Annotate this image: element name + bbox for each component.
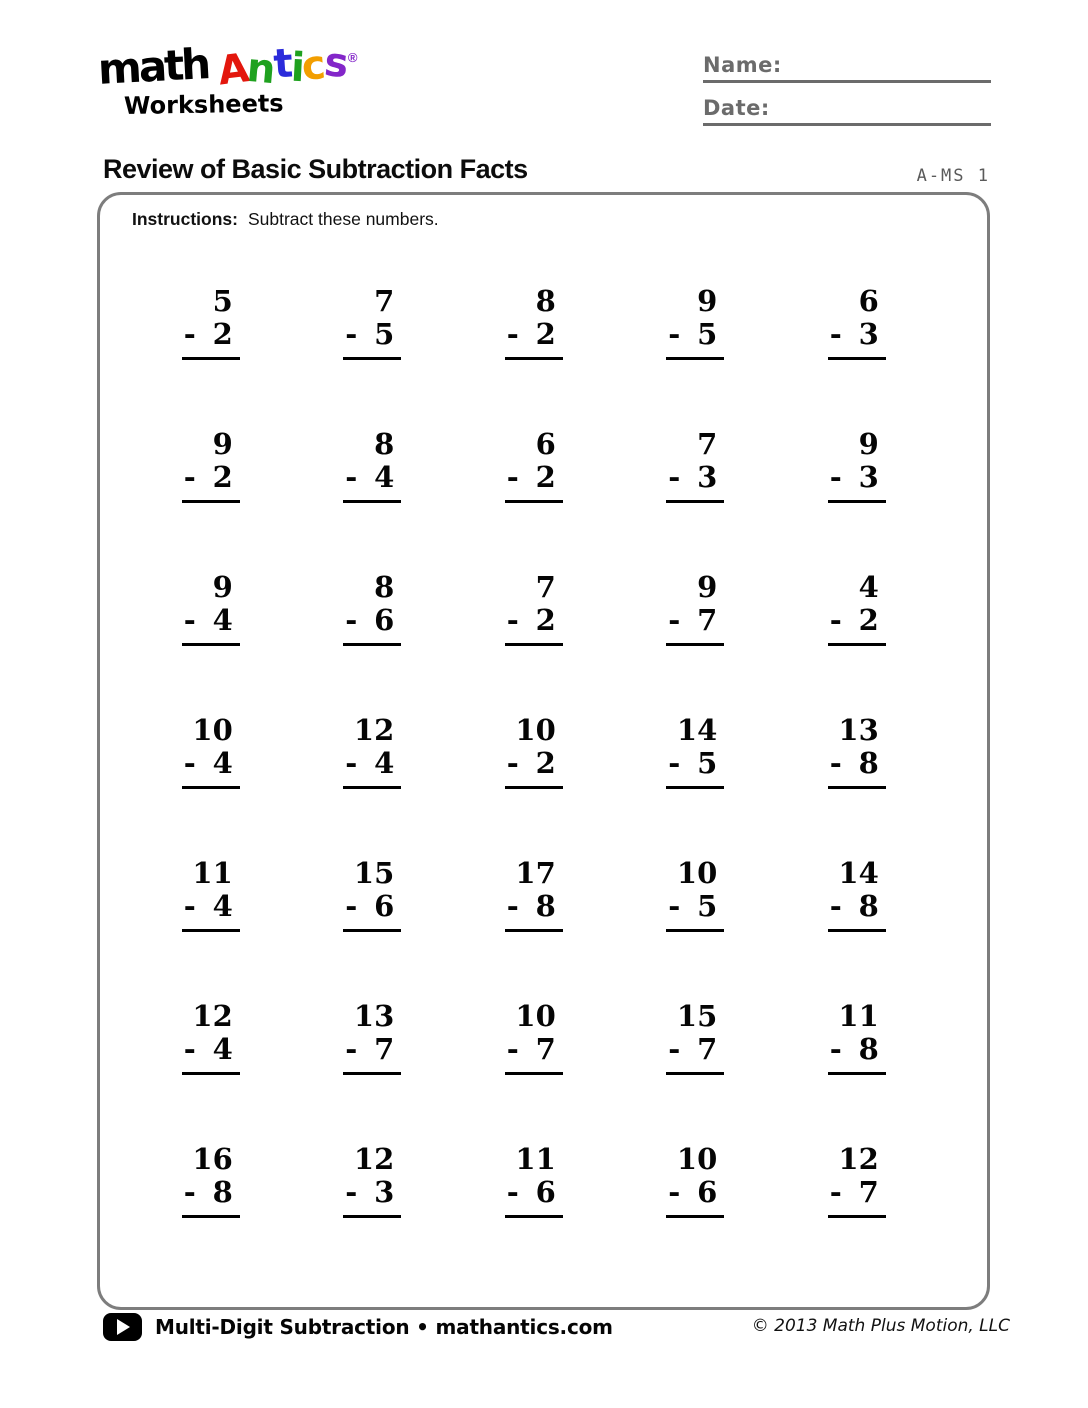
minus-sign: -: [668, 1175, 681, 1209]
answer-line[interactable]: [182, 786, 240, 789]
problem-cell: [615, 571, 777, 714]
minus-sign: -: [829, 1175, 842, 1209]
minus-sign: -: [345, 460, 358, 494]
registered-trademark-icon: ®: [347, 50, 358, 65]
subtrahend-row: [343, 747, 401, 780]
problem-cell: [130, 428, 292, 571]
subtraction-problem: [828, 571, 886, 646]
subtraction-problem: [182, 1000, 240, 1075]
minuend: 11: [515, 1142, 556, 1176]
logo-antics: [215, 39, 349, 95]
answer-line[interactable]: [343, 357, 401, 360]
subtrahend: 2: [858, 603, 879, 637]
problem-cell: [292, 1000, 454, 1143]
subtraction-problem: [505, 1000, 563, 1075]
minus-sign: -: [668, 460, 681, 494]
minus-sign: -: [345, 746, 358, 780]
minus-sign: -: [345, 603, 358, 637]
minuend: 12: [353, 713, 395, 747]
subtraction-problem: [182, 571, 240, 646]
subtraction-problem: [182, 428, 240, 503]
minuend: 7: [697, 427, 718, 461]
answer-line[interactable]: [182, 643, 240, 646]
subtrahend-row: [182, 747, 240, 780]
subtrahend: 8: [858, 889, 879, 923]
logo-letter: t: [271, 40, 292, 88]
problems-grid: [130, 285, 938, 1286]
subtrahend: 3: [374, 1175, 395, 1209]
problem-cell: [130, 857, 292, 1000]
minuend: 10: [676, 1142, 718, 1176]
problem-cell: [776, 571, 938, 714]
minuend: 9: [697, 284, 718, 318]
minus-sign: -: [668, 603, 681, 637]
subtrahend-row: [828, 604, 886, 637]
logo-word-math: math: [96, 39, 210, 94]
subtrahend-row: [828, 461, 886, 494]
problem-cell: [453, 285, 615, 428]
subtrahend: 4: [212, 603, 233, 637]
minus-sign: -: [345, 1175, 358, 1209]
subtrahend-row: [505, 1176, 563, 1209]
subtrahend: 3: [858, 317, 879, 351]
minus-sign: -: [506, 1032, 519, 1066]
subtraction-problem: [666, 571, 724, 646]
answer-line[interactable]: [666, 1072, 724, 1075]
subtrahend-row: [505, 318, 563, 351]
problem-cell: [453, 1143, 615, 1286]
subtrahend: 5: [374, 317, 395, 351]
subtraction-problem: [343, 714, 401, 789]
problem-cell: [453, 714, 615, 857]
minus-sign: -: [829, 1032, 842, 1066]
worksheet-code: A-MS 1: [916, 166, 990, 186]
subtrahend-row: [828, 318, 886, 351]
footer-left: [103, 1313, 613, 1341]
minus-sign: -: [183, 317, 196, 351]
problem-cell: [776, 1143, 938, 1286]
problem-cell: [130, 285, 292, 428]
subtraction-problem: [505, 285, 563, 360]
subtrahend-row: [182, 318, 240, 351]
page-title: Review of Basic Subtraction Facts: [103, 154, 528, 184]
subtrahend: 2: [535, 746, 556, 780]
math-antics-logo: [96, 39, 358, 121]
subtrahend-row: [343, 890, 401, 923]
answer-line[interactable]: [828, 643, 886, 646]
problem-cell: [776, 285, 938, 428]
subtrahend: 7: [374, 1032, 395, 1066]
problem-cell: [453, 1000, 615, 1143]
minuend: 8: [535, 284, 556, 318]
answer-line[interactable]: [505, 786, 563, 789]
date-field[interactable]: [703, 97, 991, 126]
subtrahend-row: [182, 1176, 240, 1209]
minus-sign: -: [829, 889, 842, 923]
subtrahend: 5: [697, 746, 718, 780]
problem-cell: [615, 428, 777, 571]
problem-cell: [615, 1143, 777, 1286]
answer-line[interactable]: [505, 1072, 563, 1075]
minuend: 10: [676, 856, 718, 890]
subtraction-problem: [343, 571, 401, 646]
problem-cell: [776, 714, 938, 857]
instructions-text: Subtract these numbers.: [247, 209, 439, 229]
problem-cell: [776, 857, 938, 1000]
subtraction-problem: [828, 1000, 886, 1075]
problem-cell: [453, 428, 615, 571]
minuend: 4: [858, 570, 879, 604]
minus-sign: -: [506, 746, 519, 780]
subtrahend: 7: [535, 1032, 556, 1066]
subtrahend: 4: [212, 746, 233, 780]
subtraction-problem: [505, 571, 563, 646]
subtraction-problem: [182, 285, 240, 360]
minuend: 9: [697, 570, 718, 604]
subtrahend: 2: [535, 603, 556, 637]
subtraction-problem: [343, 1143, 401, 1218]
subtraction-problem: [666, 285, 724, 360]
subtraction-problem: [343, 285, 401, 360]
problem-cell: [776, 1000, 938, 1143]
minuend: 9: [858, 427, 879, 461]
answer-line[interactable]: [505, 929, 563, 932]
subtrahend: 5: [697, 889, 718, 923]
subtrahend-row: [666, 461, 724, 494]
subtrahend: 2: [212, 317, 233, 351]
subtrahend-row: [505, 1033, 563, 1066]
minuend: 7: [374, 284, 395, 318]
subtrahend: 2: [212, 460, 233, 494]
minuend: 10: [192, 713, 233, 747]
subtrahend: 6: [374, 603, 395, 637]
answer-line[interactable]: [828, 786, 886, 789]
answer-line[interactable]: [182, 500, 240, 503]
minuend: 12: [838, 1142, 879, 1176]
minuend: 10: [515, 999, 556, 1033]
subtrahend-row: [828, 1176, 886, 1209]
logo-wordmark: [96, 39, 358, 95]
problem-cell: [292, 285, 454, 428]
subtrahend: 4: [374, 746, 395, 780]
answer-line[interactable]: [505, 500, 563, 503]
answer-line[interactable]: [182, 929, 240, 932]
problem-cell: [615, 857, 777, 1000]
subtraction-problem: [505, 857, 563, 932]
subtrahend-row: [343, 604, 401, 637]
logo-letter: A: [215, 45, 251, 95]
subtrahend-row: [666, 1176, 724, 1209]
problem-cell: [615, 714, 777, 857]
minuend: 6: [858, 284, 879, 318]
subtrahend: 8: [212, 1175, 233, 1209]
subtraction-problem: [182, 857, 240, 932]
answer-line[interactable]: [182, 357, 240, 360]
subtrahend-row: [505, 890, 563, 923]
answer-line[interactable]: [343, 1072, 401, 1075]
play-icon: [103, 1313, 142, 1341]
minuend: 17: [515, 856, 556, 890]
date-label: Date:: [703, 96, 770, 120]
minus-sign: -: [829, 317, 842, 351]
minuend: 8: [374, 570, 395, 604]
subtraction-problem: [505, 714, 563, 789]
instructions-label: Instructions:: [132, 209, 238, 229]
subtrahend-row: [343, 318, 401, 351]
answer-line[interactable]: [828, 1072, 886, 1075]
minuend: 16: [192, 1142, 233, 1176]
name-label: Name:: [703, 53, 782, 77]
answer-line[interactable]: [666, 1215, 724, 1218]
minus-sign: -: [183, 1175, 196, 1209]
answer-line[interactable]: [828, 929, 886, 932]
minuend: 5: [212, 284, 233, 318]
subtrahend: 2: [535, 317, 556, 351]
problem-cell: [453, 857, 615, 1000]
answer-line[interactable]: [828, 500, 886, 503]
answer-line[interactable]: [666, 929, 724, 932]
subtrahend: 8: [858, 1032, 879, 1066]
subtraction-problem: [666, 714, 724, 789]
subtrahend: 7: [697, 603, 718, 637]
copyright-notice: © 2013 Math Plus Motion, LLC: [751, 1316, 1010, 1336]
problem-cell: [292, 571, 454, 714]
subtrahend-row: [343, 461, 401, 494]
subtraction-problem: [343, 1000, 401, 1075]
subtrahend-row: [182, 461, 240, 494]
problem-cell: [292, 428, 454, 571]
minuend: 10: [515, 713, 556, 747]
subtraction-problem: [828, 1143, 886, 1218]
minus-sign: -: [829, 746, 842, 780]
subtrahend: 8: [535, 889, 556, 923]
minus-sign: -: [506, 603, 519, 637]
subtrahend-row: [505, 461, 563, 494]
subtrahend-row: [182, 890, 240, 923]
name-field[interactable]: [703, 54, 991, 83]
minus-sign: -: [829, 460, 842, 494]
subtrahend-row: [343, 1176, 401, 1209]
subtraction-problem: [828, 714, 886, 789]
subtraction-problem: [505, 1143, 563, 1218]
answer-line[interactable]: [505, 643, 563, 646]
minuend: 11: [192, 856, 233, 890]
minus-sign: -: [506, 889, 519, 923]
problem-cell: [776, 428, 938, 571]
subtraction-problem: [666, 1000, 724, 1075]
answer-line[interactable]: [505, 357, 563, 360]
subtrahend: 6: [697, 1175, 718, 1209]
answer-line[interactable]: [828, 1215, 886, 1218]
subtrahend: 4: [212, 1032, 233, 1066]
minuend: 9: [212, 427, 233, 461]
answer-line[interactable]: [666, 500, 724, 503]
problem-cell: [615, 285, 777, 428]
answer-line[interactable]: [343, 1215, 401, 1218]
minus-sign: -: [183, 889, 196, 923]
logo-letter: i: [289, 44, 304, 92]
subtrahend: 8: [858, 746, 879, 780]
answer-line[interactable]: [343, 643, 401, 646]
problem-cell: [130, 1000, 292, 1143]
subtrahend-row: [505, 604, 563, 637]
subtrahend-row: [828, 1033, 886, 1066]
answer-line[interactable]: [666, 643, 724, 646]
subtrahend-row: [666, 747, 724, 780]
minuend: 11: [838, 999, 879, 1033]
subtraction-problem: [828, 285, 886, 360]
subtrahend: 4: [374, 460, 395, 494]
subtrahend: 7: [697, 1032, 718, 1066]
minuend: 14: [676, 713, 718, 747]
subtraction-problem: [666, 857, 724, 932]
subtrahend-row: [182, 1033, 240, 1066]
subtrahend: 4: [212, 889, 233, 923]
minuend: 8: [374, 427, 395, 461]
subtrahend: 5: [697, 317, 718, 351]
problems-box: [97, 192, 990, 1310]
minus-sign: -: [183, 460, 196, 494]
subtrahend: 7: [858, 1175, 879, 1209]
subtrahend-row: [666, 604, 724, 637]
minuend: 15: [676, 999, 718, 1033]
answer-line[interactable]: [828, 357, 886, 360]
subtraction-problem: [505, 428, 563, 503]
subtrahend: 3: [697, 460, 718, 494]
minus-sign: -: [183, 603, 196, 637]
minuend: 9: [212, 570, 233, 604]
answer-line[interactable]: [343, 786, 401, 789]
minuend: 15: [353, 856, 395, 890]
answer-line[interactable]: [505, 1215, 563, 1218]
subtraction-problem: [666, 428, 724, 503]
minus-sign: -: [183, 746, 196, 780]
subtrahend-row: [666, 890, 724, 923]
subtraction-problem: [828, 428, 886, 503]
subtrahend-row: [666, 1033, 724, 1066]
minus-sign: -: [668, 746, 681, 780]
minus-sign: -: [668, 889, 681, 923]
minus-sign: -: [345, 889, 358, 923]
minus-sign: -: [345, 317, 358, 351]
answer-line[interactable]: [182, 1072, 240, 1075]
subtrahend-row: [666, 318, 724, 351]
minuend: 13: [353, 999, 395, 1033]
subtraction-problem: [182, 714, 240, 789]
subtrahend-row: [828, 890, 886, 923]
subtraction-problem: [182, 1143, 240, 1218]
minus-sign: -: [345, 1032, 358, 1066]
minus-sign: -: [506, 460, 519, 494]
footer-video-link: Multi-Digit Subtraction • mathantics.com: [155, 1315, 613, 1339]
subtraction-problem: [343, 428, 401, 503]
minus-sign: -: [506, 1175, 519, 1209]
minuend: 12: [192, 999, 233, 1033]
answer-line[interactable]: [666, 786, 724, 789]
minus-sign: -: [668, 317, 681, 351]
answer-line[interactable]: [343, 500, 401, 503]
minuend: 7: [535, 570, 556, 604]
subtrahend: 2: [535, 460, 556, 494]
subtraction-problem: [666, 1143, 724, 1218]
subtraction-problem: [828, 857, 886, 932]
answer-line[interactable]: [666, 357, 724, 360]
logo-letter: n: [245, 44, 276, 94]
problem-cell: [292, 1143, 454, 1286]
subtrahend: 3: [858, 460, 879, 494]
logo-letter: s: [322, 39, 349, 88]
minus-sign: -: [829, 603, 842, 637]
logo-subtitle: Worksheets: [123, 89, 284, 121]
problem-cell: [130, 1143, 292, 1286]
subtrahend: 6: [535, 1175, 556, 1209]
subtrahend-row: [505, 747, 563, 780]
minus-sign: -: [183, 1032, 196, 1066]
problem-cell: [130, 571, 292, 714]
minuend: 6: [535, 427, 556, 461]
minus-sign: -: [506, 317, 519, 351]
subtraction-problem: [343, 857, 401, 932]
minuend: 13: [838, 713, 879, 747]
subtrahend-row: [182, 604, 240, 637]
problem-cell: [292, 714, 454, 857]
subtrahend: 6: [374, 889, 395, 923]
minuend: 12: [353, 1142, 395, 1176]
answer-line[interactable]: [182, 1215, 240, 1218]
minus-sign: -: [668, 1032, 681, 1066]
minuend: 14: [838, 856, 879, 890]
subtrahend-row: [343, 1033, 401, 1066]
problem-cell: [130, 714, 292, 857]
instructions: [132, 209, 439, 230]
logo-letter: c: [300, 42, 326, 90]
subtrahend-row: [828, 747, 886, 780]
answer-line[interactable]: [343, 929, 401, 932]
problem-cell: [292, 857, 454, 1000]
problem-cell: [615, 1000, 777, 1143]
problem-cell: [453, 571, 615, 714]
